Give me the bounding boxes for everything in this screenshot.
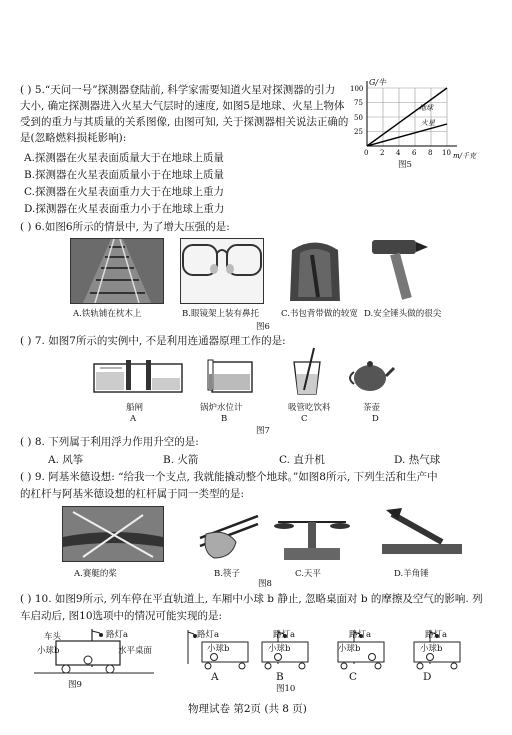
q5-option-b: B.探测器在火星表面质量小于在地球上质量 [24, 169, 225, 181]
q6-option-b: B.眼镜架上装有鼻托 [182, 309, 259, 319]
q7-label-c: 吸管吃饮料 [288, 403, 331, 413]
mars-label: 火星 [421, 119, 435, 127]
svg-text:2: 2 [380, 149, 385, 157]
ship-lock-diagram [92, 358, 184, 396]
q8-option-b: B. 火箭 [163, 454, 199, 466]
fig10-letter-c: C [349, 671, 358, 683]
safety-hammer-photo [368, 236, 434, 304]
rowing-photo [62, 506, 164, 562]
q9-line-1: ( ) 9. 阿基米德设想: “给我一个支点, 我就能撬动整个地球。”如图8所示, 下列生活和生产中 [20, 471, 438, 483]
fig10d-lamp: 路灯a [425, 630, 448, 640]
page-footer: 物理试卷 第2页 (共 8 页) [188, 703, 307, 715]
q10-line-2: 车启动后, 图10选项中的情况可能实现的是: [20, 610, 223, 622]
q8-stem: ( ) 8. 下列属于利用浮力作用升空的是: [20, 436, 199, 448]
q6-option-c: C.书包背带做的较宽 [281, 309, 358, 319]
q7-label-b: 锅炉水位计 [200, 403, 243, 413]
figure-5-caption: 图5 [398, 160, 412, 170]
fig10b-ball: 小球b [268, 644, 291, 654]
q7-label-d: 茶壶 [363, 403, 381, 413]
figure-10-caption: 图10 [276, 684, 296, 694]
straw-drink-diagram [290, 346, 324, 396]
q7-letter-a: A [130, 414, 137, 424]
q8-option-a: A. 风筝 [48, 454, 84, 466]
q8-option-d: D. 热气球 [394, 454, 441, 466]
q5-line-2: 大小, 确定探测器进入火星大气层时的速度, 如图5是地球、火星上物体 [20, 100, 345, 112]
q7-letter-b: B [221, 414, 228, 424]
figure-9-caption: 图9 [68, 680, 82, 690]
teapot-diagram [346, 356, 396, 394]
earth-label: 地球 [419, 104, 433, 112]
q5-line-3: 受到的重力与其质量的关系图像, 由图可知, 关于探测器相关说法正确的 [20, 116, 349, 128]
q9-option-b: B.筷子 [214, 569, 240, 579]
q6-stem: ( ) 6.如图6所示的情景中, 为了增大压强的是: [20, 221, 230, 233]
q7-letter-d: D [372, 414, 379, 424]
figure-6-caption: 图6 [256, 322, 270, 332]
railway-photo [70, 238, 164, 304]
q5-option-d: D.探测器在火星表面重力小于在地球上重力 [24, 203, 225, 215]
fig9-desk-label: 水平桌面 [118, 646, 153, 656]
fig9-head-label: 车头 [44, 632, 62, 642]
q5-option-a: A.探测器在火星表面质量大于在地球上质量 [24, 152, 224, 164]
svg-text:4: 4 [396, 149, 401, 157]
q5-option-c: C.探测器在火星表面重力大于在地球上重力 [24, 186, 224, 198]
chopsticks-photo [196, 508, 262, 564]
svg-text:50: 50 [354, 114, 363, 122]
fig10-letter-b: B [276, 671, 284, 683]
q7-label-a: 船闸 [126, 403, 144, 413]
fig10a-lamp: 路灯a [197, 630, 220, 640]
svg-text:75: 75 [354, 99, 363, 107]
fig10a-ball: 小球b [207, 644, 230, 654]
mars-line [367, 124, 447, 146]
q5-line-4: 是(忽略燃料损耗影响): [20, 132, 127, 144]
svg-text:6: 6 [412, 149, 417, 157]
q7-stem: ( ) 7. 如图7所示的实例中, 不是利用连通器原理工作的是: [20, 335, 286, 347]
q7-letter-c: C [301, 414, 308, 424]
glasses-photo [180, 238, 264, 304]
fig10-letter-d: D [423, 671, 432, 683]
fig9-ball-label: 小球b [37, 646, 60, 656]
fig9-lamp-label: 路灯a [106, 630, 129, 640]
graph-ylabel: G/牛 [369, 78, 387, 87]
fig10c-lamp: 路灯a [349, 630, 372, 640]
q9-option-d: D.羊角锤 [394, 569, 429, 579]
q9-option-c: C.天平 [295, 569, 321, 579]
backpack-photo [282, 235, 348, 305]
fig10d-ball: 小球b [420, 644, 443, 654]
figure-8-caption: 图8 [258, 579, 272, 589]
svg-text:8: 8 [428, 149, 433, 157]
fig10c-ball: 小球b [338, 644, 361, 654]
svg-text:25: 25 [354, 128, 363, 136]
balance-photo [270, 508, 354, 564]
q9-line-2: 的杠杆与阿基米德设想的杠杆属于同一类型的是: [20, 488, 245, 500]
fig10b-lamp: 路灯a [273, 630, 296, 640]
q6-option-d: D.安全锤头做的很尖 [364, 309, 442, 319]
q9-option-a: A.赛艇的桨 [74, 569, 117, 579]
svg-text:100: 100 [350, 85, 364, 93]
q5-line-1: ( ) 5.“天问一号”探测器登陆前, 科学家需要知道火星对探测器的引力 [20, 84, 336, 96]
boiler-gauge-diagram [206, 356, 256, 394]
q6-option-a: A.铁轨铺在枕木上 [73, 309, 142, 319]
q8-option-c: C. 直升机 [279, 454, 325, 466]
claw-hammer-photo [372, 504, 468, 564]
q10-line-1: ( ) 10. 如图9所示, 列车停在平直轨道上, 车厢中小球 b 静止, 忽略桌面对 b 的摩擦及空气的影响. 列 [20, 593, 483, 605]
figure-5-graph [345, 78, 505, 160]
svg-text:10: 10 [442, 149, 451, 157]
fig10-letter-a: A [211, 671, 219, 683]
svg-text:0: 0 [364, 149, 369, 157]
graph-xlabel: m/千克 [453, 152, 476, 160]
figure-7-caption: 图7 [256, 426, 270, 436]
